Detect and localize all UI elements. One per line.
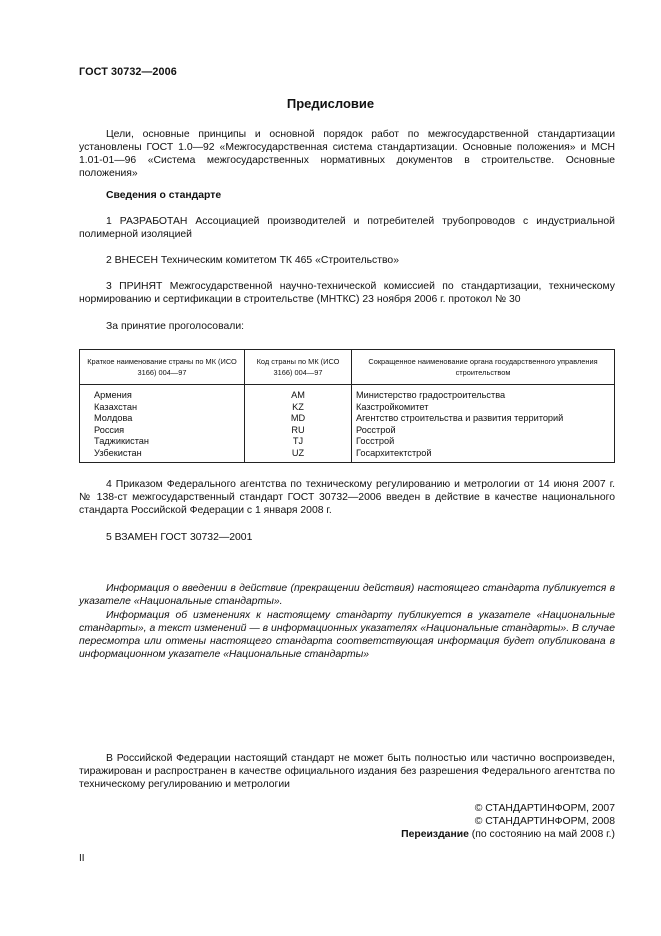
item-introduced: 2 ВНЕСЕН Техническим комитетом ТК 465 «Строительство»: [106, 255, 399, 266]
cell-code: MD: [245, 413, 352, 425]
header-country: Краткое наименование страны по МК (ИСО 3166) 004—97: [80, 350, 245, 385]
cell-code: RU: [245, 425, 352, 437]
cell-country: Россия: [80, 425, 245, 437]
table-header-row: [80, 350, 615, 385]
cell-authority: Агентство строительства и развития территорий: [352, 413, 615, 425]
item-replaces: 5 ВЗАМЕН ГОСТ 30732—2001: [106, 532, 253, 543]
copyright-2007: © СТАНДАРТИНФОРМ, 2007: [474, 803, 615, 814]
table-row: [80, 402, 615, 414]
header-code: Код страны по МК (ИСО 3166) 004—97: [245, 350, 352, 385]
cell-authority: Казстройкомитет: [352, 402, 615, 414]
table-row: [80, 385, 615, 402]
page-title: Предисловие: [286, 96, 375, 111]
cell-authority: Министерство градостроительства: [352, 385, 615, 402]
copyright-notice: В Российской Федерации настоящий стандарт не может быть полностью или частично воспроизведен, тиражирован и распространен в качестве официального издания без разрешения Федерального агентства по техническому регулированию и метрологии: [79, 753, 615, 790]
cell-country: Армения: [80, 385, 245, 402]
table-row: [80, 413, 615, 425]
table-row: [80, 436, 615, 448]
cell-country: Таджикистан: [80, 436, 245, 448]
reissue-line: [79, 828, 615, 841]
header-authority: Сокращенное наименование органа государственного управления строительством: [352, 350, 615, 385]
reissue-text: (по состоянию на май 2008 г.): [468, 829, 615, 840]
cell-code: UZ: [245, 448, 352, 462]
item-order: 4 Приказом Федерального агентства по техническому регулированию и метрологии от 14 июня 2007 г. № 138-ст межгосударственный стандарт ГОСТ 30732—2006 введен в действие в качестве национального стандарта Российской Федерации с 1 января 2008 г.: [79, 479, 615, 516]
cell-code: KZ: [245, 402, 352, 414]
cell-authority: Росстрой: [352, 425, 615, 437]
notice-introduction: Информация о введении в действие (прекращении действия) настоящего стандарта публикуется в указателе «Национальные стандарты».: [79, 583, 615, 607]
cell-authority: Госархитектстрой: [352, 448, 615, 462]
notice-changes: Информация об изменениях к настоящему стандарту публикуется в указателе «Национальные стандарты», а текст изменений — в информационных указателях «Национальные стандарты». В случае пересмотра или отмены настоящего стандарта соответствующая информация будет опубликована в информационном указателе «Национальные стандарты»: [79, 610, 615, 660]
intro-paragraph: Цели, основные принципы и основной порядок работ по межгосударственной стандартизации установлены ГОСТ 1.0—92 «Межгосударственная система стандартизации. Основные положения» и МСН 1.01-01—96 «Система межгосударственных нормативных документов в строительстве. Основные положения»: [79, 129, 615, 179]
countries-table: [79, 349, 615, 463]
item-adopted: 3 ПРИНЯТ Межгосударственной научно-технической комиссией по стандартизации, техническому нормированию и сертификации в строительстве (МНТКС) 23 ноября 2006 г. протокол № 30: [79, 281, 615, 305]
cell-code: TJ: [245, 436, 352, 448]
standard-header: ГОСТ 30732—2006: [79, 66, 177, 78]
cell-country: Казахстан: [80, 402, 245, 414]
cell-authority: Госстрой: [352, 436, 615, 448]
copyright-2008: © СТАНДАРТИНФОРМ, 2008: [474, 816, 615, 827]
item-developed: 1 РАЗРАБОТАН Ассоциацией производителей и потребителей трубопроводов с индустриальной полимерной изоляцией: [79, 216, 615, 240]
cell-code: AM: [245, 385, 352, 402]
cell-country: Узбекистан: [80, 448, 245, 462]
info-heading: Сведения о стандарте: [106, 190, 222, 201]
voted-label: За принятие проголосовали:: [106, 321, 245, 332]
table-row: [80, 448, 615, 462]
reissue-label: Переиздание: [401, 829, 469, 840]
table-row: [80, 425, 615, 437]
page-number: II: [79, 853, 85, 864]
cell-country: Молдова: [80, 413, 245, 425]
